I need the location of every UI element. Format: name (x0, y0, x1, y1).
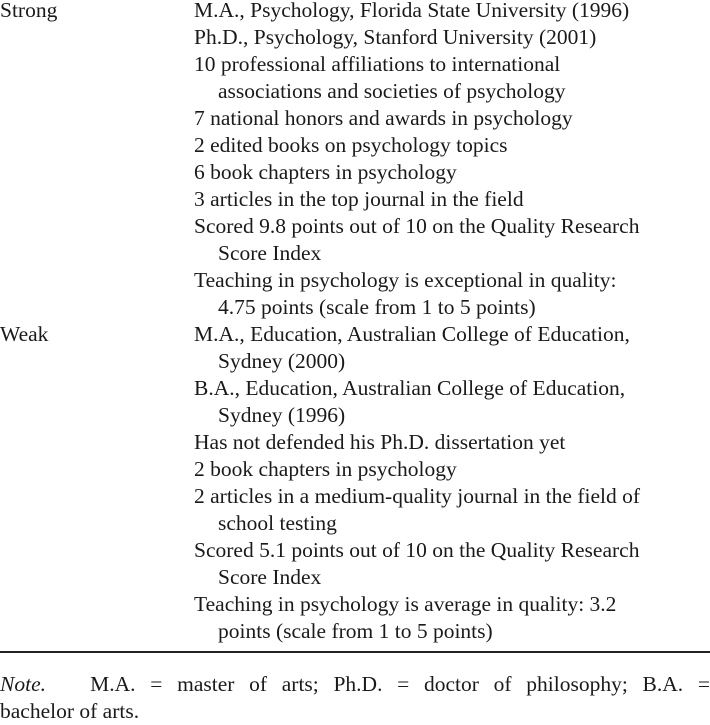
group-strong (0, 0, 710, 321)
note-label: Note. (0, 672, 46, 696)
group-weak (0, 321, 710, 645)
entry-line: 2 articles in a medium-quality journal in the field of (194, 484, 640, 508)
entry-line: Score Index (218, 565, 322, 589)
entry-line: 4.75 points (scale from 1 to 5 points) (218, 295, 536, 319)
entry-line: B.A., Education, Australian College of Education, (194, 376, 626, 400)
entry-line: school testing (218, 511, 337, 535)
group-label: Weak (0, 322, 49, 346)
table-bottom-rule (0, 651, 710, 653)
entry-line: M.A., Psychology, Florida State University (1996) (194, 0, 630, 22)
entry-line: 7 national honors and awards in psychology (194, 106, 573, 130)
list-item (194, 213, 710, 267)
entry-list (194, 321, 710, 645)
list-item (194, 591, 710, 645)
list-item (194, 186, 710, 213)
entry-line: Sydney (1996) (218, 403, 346, 427)
entry-line: Ph.D., Psychology, Stanford University (2001) (194, 25, 597, 49)
entry-line: Teaching in psychology is average in quality: 3.2 (194, 592, 617, 616)
list-item (194, 0, 710, 24)
list-item (194, 51, 710, 105)
note-text-continued: bachelor of arts. (0, 699, 140, 723)
entry-line: Score Index (218, 241, 322, 265)
note-line-1 (0, 671, 710, 698)
list-item (194, 105, 710, 132)
entry-line: points (scale from 1 to 5 points) (218, 619, 493, 643)
note-text: M.A. = master of arts; Ph.D. = doctor of philosophy; B.A. = (90, 672, 710, 696)
list-item (194, 429, 710, 456)
list-item (194, 132, 710, 159)
list-item (194, 483, 710, 537)
entry-line: 6 book chapters in psychology (194, 160, 457, 184)
entry-line: 3 articles in the top journal in the field (194, 187, 524, 211)
list-item (194, 24, 710, 51)
entry-list (194, 0, 710, 321)
note-line-2 (0, 698, 710, 725)
list-item (194, 375, 710, 429)
list-item (194, 537, 710, 591)
entry-line: Sydney (2000) (218, 349, 346, 373)
group-label: Strong (0, 0, 58, 22)
entry-line: Teaching in psychology is exceptional in quality: (194, 268, 617, 292)
entry-line: 2 edited books on psychology topics (194, 133, 508, 157)
list-item (194, 159, 710, 186)
entry-line: 10 professional affiliations to international (194, 52, 561, 76)
entry-line: Scored 5.1 points out of 10 on the Quality Research (194, 538, 640, 562)
entry-line: associations and societies of psychology (218, 79, 566, 103)
entry-line: 2 book chapters in psychology (194, 457, 457, 481)
table-note (0, 671, 710, 725)
entry-line: Has not defended his Ph.D. dissertation yet (194, 430, 566, 454)
entry-line: Scored 9.8 points out of 10 on the Quality Research (194, 214, 640, 238)
list-item (194, 321, 710, 375)
list-item (194, 267, 710, 321)
entry-line: M.A., Education, Australian College of Education, (194, 322, 630, 346)
list-item (194, 456, 710, 483)
